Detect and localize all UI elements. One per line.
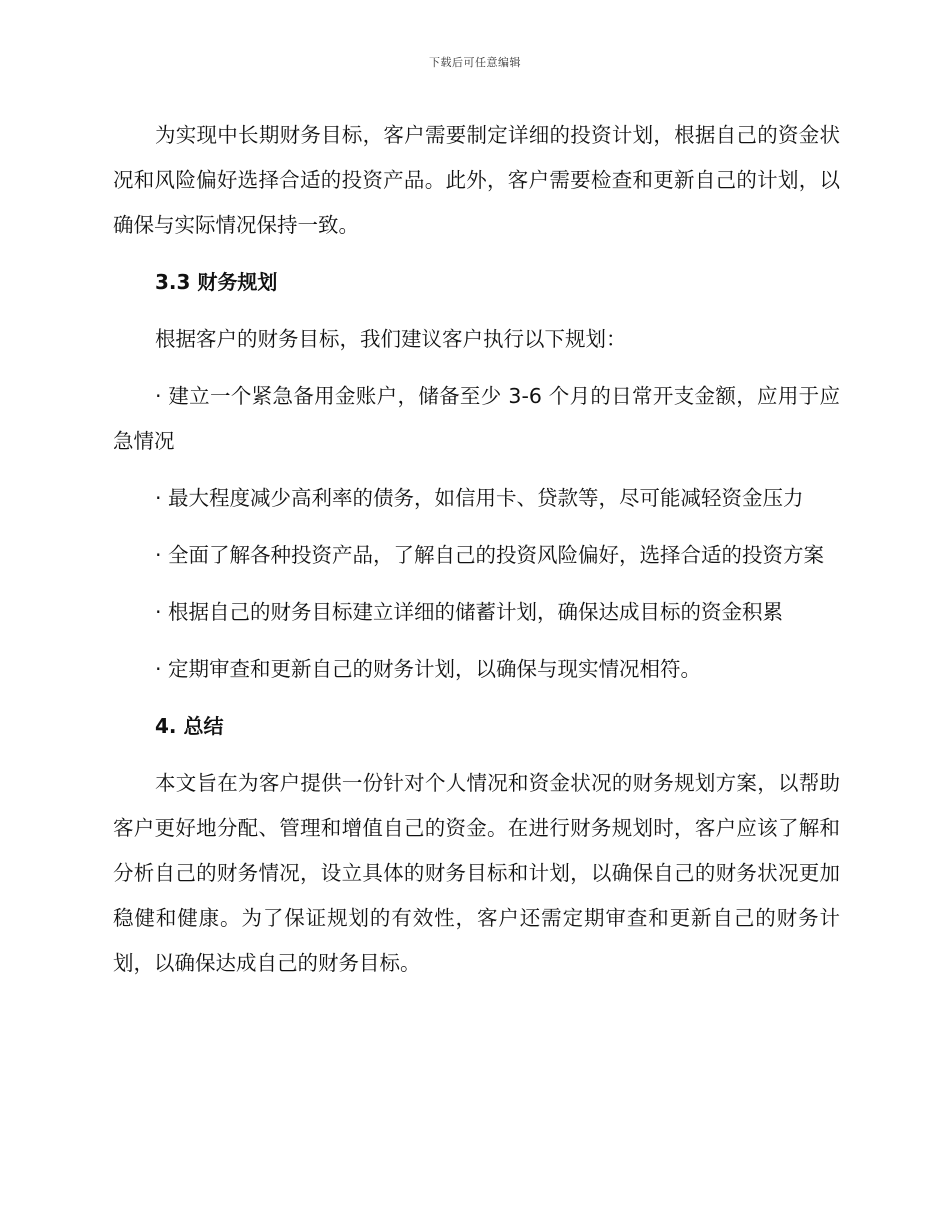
paragraph-plan-intro: 根据客户的财务目标，我们建议客户执行以下规划： [155,327,627,351]
list-item: · 建立一个紧急备用金账户，储备至少 3-6 个月的日常开支金额，应用于应急情况 [113,384,840,453]
list-item: · 全面了解各种投资产品，了解自己的投资风险偏好，选择合适的投资方案 [155,543,825,567]
paragraph-summary: 本文旨在为客户提供一份针对个人情况和资金状况的财务规划方案，以帮助客户更好地分配、管理和增值自己的资金。在进行财务规划时，客户应该了解和分析自己的财务情况，设立具体的财务目标和计划，以确保自己的财务状况更加稳健和健康。为了保证规划的有效性，客户还需定期审查和更新自己的财务计划，以确保达成自己的财务目标。 [113,771,840,975]
list-item: · 最大程度减少高利率的债务，如信用卡、贷款等，尽可能减轻资金压力 [155,486,804,510]
header-note: 下载后可任意编辑 [429,56,521,69]
list-item: · 定期审查和更新自己的财务计划，以确保与现实情况相符。 [155,657,702,681]
document-body [113,113,840,986]
paragraph-investment-plan: 为实现中长期财务目标，客户需要制定详细的投资计划，根据自己的资金状况和风险偏好选择合适的投资产品。此外，客户需要检查和更新自己的计划，以确保与实际情况保持一致。 [113,123,840,237]
list-item: · 根据自己的财务目标建立详细的储蓄计划，确保达成目标的资金积累 [155,600,784,624]
section-heading-4: 4. 总结 [155,714,224,738]
section-heading-3-3: 3.3 财务规划 [155,270,278,294]
